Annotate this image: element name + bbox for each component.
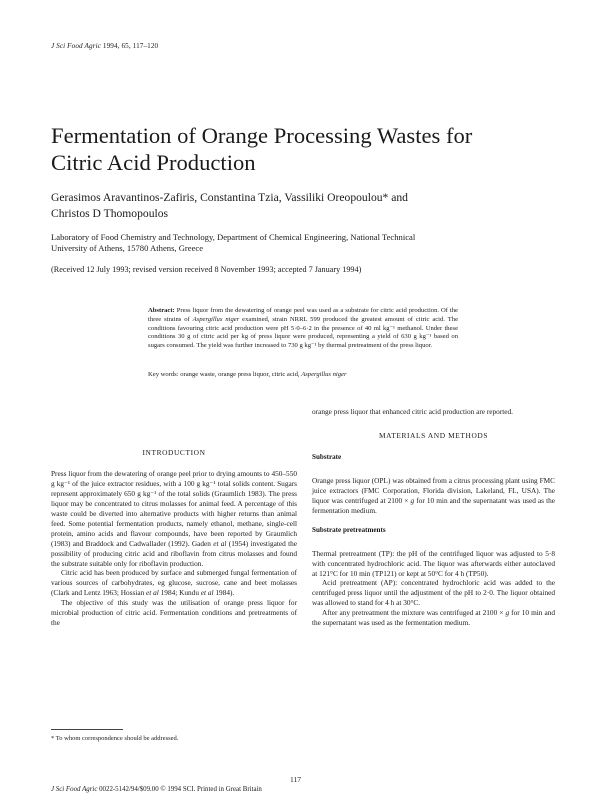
pretreat-p3-a: After any pretreatment the mixture was centrifuged at 2100 × — [322, 608, 504, 618]
journal-header — [51, 42, 158, 50]
footnote-divider — [51, 729, 123, 730]
keywords-text: Key words: orange waste, orange press liquor, citric acid, — [148, 371, 300, 378]
substrate-heading: Substrate — [312, 452, 342, 461]
abstract-organism: Aspergillus niger — [192, 315, 240, 323]
pretreat-p3-b: for 10 min and the supernatant was used as the fermentation medium. — [312, 608, 556, 628]
intro-p2-etal-2: et al — [200, 588, 214, 598]
affiliation-line-2: University of Athens, 15780 Athens, Greece — [51, 243, 204, 254]
affiliation-line-1: Laboratory of Food Chemistry and Technology, Department of Chemical Engineering, National Technical — [51, 232, 416, 242]
abstract-label: Abstract: — [148, 307, 175, 314]
received-dates: (Received 12 July 1993; revised version received 8 November 1993; accepted 7 January 1994) — [51, 265, 362, 274]
substrate-text: Orange press liquor (OPL) was obtained from a citrus processing plant using FMC juice extractors (FMC Corporation, Florida division, Lakeland, FL, USA). The liquor was centrifuged at 2100 × — [312, 475, 555, 505]
paper-title — [51, 122, 551, 176]
intro-p2-etal-1: et al — [146, 588, 159, 598]
pretreat-p3-g: g — [505, 608, 510, 618]
abstract — [148, 307, 458, 351]
authors-line-2: Christos D Thomopoulos — [51, 206, 169, 220]
journal-name: J Sci Food Agric — [51, 42, 101, 50]
correspondence-footnote: * To whom correspondence should be addressed. — [51, 735, 179, 742]
pretreat-paragraph-2: Acid pretreatment (AP): concentrated hydrochloric acid was added to the centrifuged press liquor until the adjustment of the pH to 2·0. The liquor obtained was allowed to stand for 4 h at 30°C. — [312, 578, 555, 608]
title-line-1: Fermentation of Orange Processing Wastes for — [51, 123, 473, 148]
substrate-paragraph — [312, 476, 555, 516]
page-number: 117 — [290, 775, 302, 784]
intro-paragraph-2 — [51, 568, 297, 598]
intro-paragraph-3: The objective of this study was the utilisation of orange press liquor for microbial production of citric acid. Fermentation conditions and pretreatments of the — [51, 598, 297, 628]
pretreatments-heading: Substrate pretreatments — [312, 525, 386, 534]
intro-continuation: orange press liquor that enhanced citric acid production are reported. — [312, 407, 513, 416]
substrate-g: g — [410, 495, 415, 505]
keywords — [148, 371, 458, 380]
pretreat-paragraph-3 — [312, 608, 555, 628]
abstract-text-2: examined, strain NRRL 599 produced the greatest amount of citric acid. The conditions favouring citric acid production were pH 5·0–6·2 in the presence of 40 ml kg⁻¹ methanol. Under these conditions 30 g of citric acid per kg of press liquor were produced, representing a yield of 630 g kg⁻¹ based on sugars consumed. The yield was further increased to 730 g kg⁻¹ by thermal pretreatment of the press liquor. — [148, 315, 458, 350]
page-footer — [51, 786, 551, 793]
authors-line-1: Gerasimos Aravantinos-Zafiris, Constantina Tzia, Vassiliki Oreopoulou* and — [51, 191, 408, 204]
abstract-text-1: Press liquor from the dewatering of orange peel was used as a substrate for citric acid production. Of the three strains of — [148, 307, 458, 323]
intro-p1-etal: et al — [213, 538, 227, 548]
intro-p2-c: 1984). — [215, 588, 235, 598]
intro-p1-text: Press liquor from the dewatering of orange peel prior to drying amounts to 450–550 g kg⁻¹ of the juice extractor residues, with a 100 g kg⁻¹ total solids content. Sugars represent approximately 650 g kg⁻¹ of the total solids (Graumlich 1983). The press liquor may be concentrated to citrus molasses for animal feed. A percentage of this waste could be diverted into alternative products with higher returns than animal feed. Some potential fermentation products, namely ethanol, methane, single-cell protein, amino acids and flavour compounds, have been reported by Graumlich (1983) and Braddock and Cadwallader (1992). Gaden — [51, 468, 297, 548]
title-line-2: Citric Acid Production — [51, 150, 256, 175]
methods-heading: MATERIALS AND METHODS — [378, 430, 489, 440]
affiliation — [51, 232, 551, 255]
intro-p2-b: 1984; Kundu — [160, 588, 199, 598]
right-column — [312, 407, 555, 628]
intro-paragraph-1 — [51, 469, 297, 569]
intro-p1-end: (1954) investigated the possibility of producing citric acid and riboflavin from citrus molasses and found the substrate suitable only for riboflavin production. — [51, 538, 297, 568]
keywords-organism: Aspergillus niger — [301, 371, 347, 378]
introduction-heading: INTRODUCTION — [142, 448, 206, 457]
footer-text: 0022-5142/94/$09.00 © 1994 SCI. Printed in Great Britain — [99, 786, 262, 793]
journal-citation: 1994, 65, 117–120 — [102, 42, 159, 50]
left-column — [51, 448, 297, 628]
footer-journal: J Sci Food Agric — [51, 786, 98, 793]
authors — [51, 190, 551, 221]
substrate-end: for 10 min and the supernatant was used as the fermentation medium. — [312, 495, 556, 515]
intro-p2-a: Citric acid has been produced by surface and submerged fungal fermentation of various sources of carbohydrates, eg glucose, sucrose, cane and beet molasses (Clark and Lentz 1963; Hossian — [51, 568, 297, 598]
pretreat-paragraph-1: Thermal pretreatment (TP): the pH of the centrifuged liquor was adjusted to 5·8 with concentrated hydrochloric acid. The liquor was afterwards either autoclaved at 121°C for 10 min (TP121) or kept at 50°C for 4 h (TP50). — [312, 548, 555, 578]
